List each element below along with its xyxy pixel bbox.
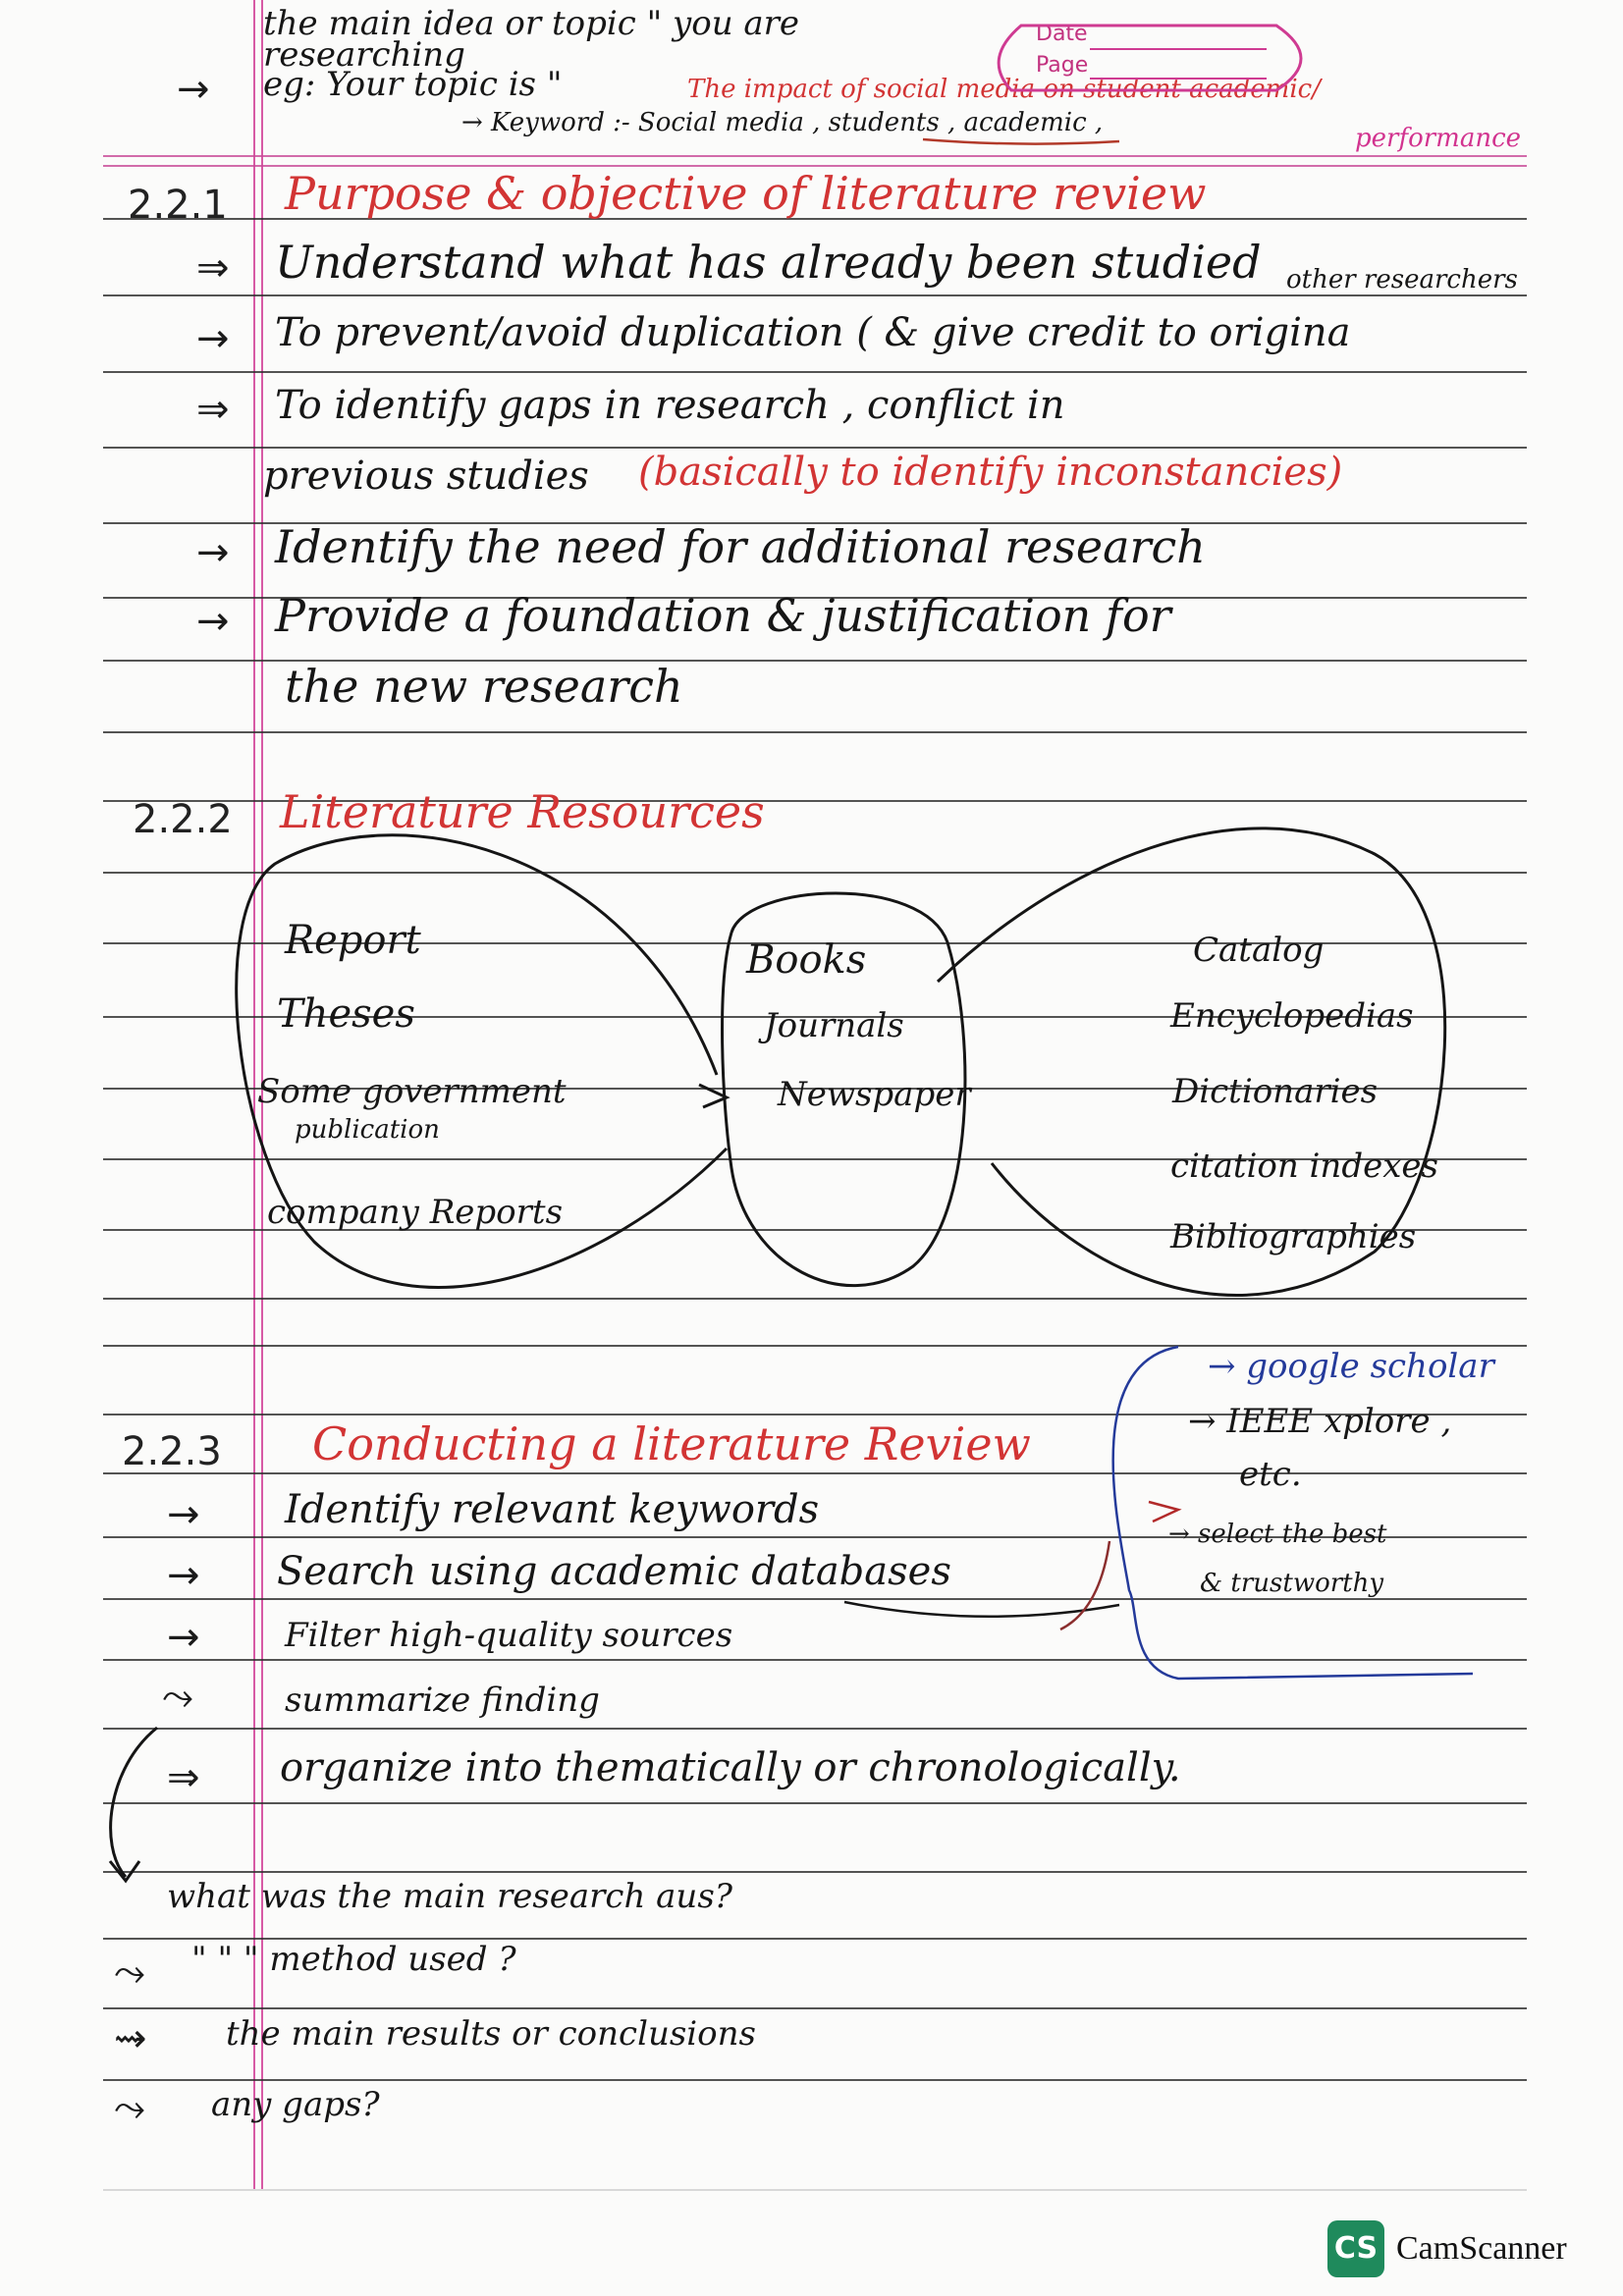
arrow-icon: ⇒ xyxy=(196,245,230,291)
camscanner-label: CamScanner xyxy=(1396,2230,1567,2267)
resource-tertiary: Encyclopedias xyxy=(1170,996,1414,1036)
ruled-line xyxy=(103,1871,1527,1873)
arrow-icon: → xyxy=(196,599,230,644)
arrow-icon: ⤳ xyxy=(162,1674,193,1719)
resource-tertiary: Dictionaries xyxy=(1172,1072,1379,1111)
arrow-icon: → xyxy=(167,1615,200,1660)
resource-tertiary: Catalog xyxy=(1193,931,1325,970)
date-page-stamp xyxy=(1036,22,1088,84)
ruled-line xyxy=(103,371,1527,373)
keyword-line: → Keyword :- Social media , students , academic , xyxy=(461,108,1104,137)
list-item: previous studies xyxy=(263,454,589,499)
arrow-icon: ⤳ xyxy=(114,2085,145,2130)
margin-line xyxy=(253,0,255,2189)
list-item: Identify the need for additional research xyxy=(275,520,1206,573)
list-item-paren: (basically to identify inconstancies) xyxy=(638,450,1343,495)
list-item: Search using academic databases xyxy=(277,1549,951,1594)
camscanner-logo-icon: CS xyxy=(1327,2220,1384,2277)
section-number: 2.2.1 xyxy=(128,183,228,228)
question-line: the main results or conclusions xyxy=(226,2014,756,2054)
arrow-icon: ⇒ xyxy=(167,1755,200,1800)
ruled-line xyxy=(103,872,1527,874)
resource-tertiary: citation indexes xyxy=(1170,1147,1438,1186)
ruled-line xyxy=(103,155,1527,157)
arrow-icon: ⤳ xyxy=(114,1949,145,1995)
resource-tertiary: Bibliographies xyxy=(1170,1217,1417,1256)
ruled-line xyxy=(103,1802,1527,1804)
question-line: any gaps? xyxy=(211,2085,380,2124)
resource-secondary: Books xyxy=(746,937,867,983)
list-item-note: other researchers xyxy=(1286,265,1518,294)
camscanner-watermark xyxy=(1327,2220,1588,2279)
arrow-icon: → xyxy=(177,67,210,112)
topic-line-2: researching xyxy=(263,35,465,75)
arrow-icon: → xyxy=(167,1492,200,1537)
section-heading: Purpose & objective of literature review xyxy=(285,167,1207,220)
resource-primary: Report xyxy=(285,918,421,963)
list-item: the new research xyxy=(285,660,683,713)
list-item: Understand what has already been studied xyxy=(275,236,1262,289)
arrow-icon xyxy=(1149,1502,1178,1522)
list-item: To identify gaps in research , conflict in xyxy=(275,383,1065,428)
list-item: Identify relevant keywords xyxy=(285,1487,820,1532)
list-item: To prevent/avoid duplication ( & give credit to origina xyxy=(275,310,1351,355)
arrow-icon: ⇒ xyxy=(196,387,230,432)
topic-line-1: the main idea or topic " you are xyxy=(263,4,800,43)
question-line: " " " method used ? xyxy=(191,1940,516,1979)
list-item: organize into thematically or chronologically. xyxy=(280,1745,1181,1790)
resource-secondary: Journals xyxy=(764,1006,904,1045)
database-note: → google scholar xyxy=(1208,1347,1494,1386)
arrow-icon: → xyxy=(167,1553,200,1598)
database-bracket xyxy=(1113,1347,1473,1679)
ruled-line xyxy=(103,447,1527,449)
ruled-line xyxy=(103,2007,1527,2009)
database-note: etc. xyxy=(1239,1455,1302,1494)
page-label: Page xyxy=(1036,53,1089,78)
topic-example-red: The impact of social media on student academic/ xyxy=(687,75,1321,104)
resource-primary: publication xyxy=(295,1115,440,1145)
resource-primary: company Reports xyxy=(267,1193,564,1232)
arrow-icon: → xyxy=(196,530,230,575)
ruled-line xyxy=(103,1598,1527,1600)
database-note: → IEEE xplore , xyxy=(1188,1402,1452,1441)
ruled-line xyxy=(103,1728,1527,1730)
ruled-line xyxy=(103,731,1527,733)
section-number: 2.2.2 xyxy=(133,797,233,842)
database-note: & trustworthy xyxy=(1200,1569,1384,1598)
arrow-icon: ⇝ xyxy=(114,2016,147,2061)
page-bottom-edge xyxy=(103,2189,1527,2191)
list-item: Filter high-quality sources xyxy=(285,1616,733,1655)
ruled-line xyxy=(103,1298,1527,1300)
list-item: Provide a foundation & justification for xyxy=(275,589,1171,642)
section-number: 2.2.3 xyxy=(122,1429,222,1474)
topic-example-prefix: eg: Your topic is " xyxy=(263,65,563,104)
ruled-line xyxy=(103,2079,1527,2081)
ruled-line xyxy=(103,1659,1527,1661)
question-line: what was the main research aus? xyxy=(167,1877,733,1916)
section-heading: Literature Resources xyxy=(280,785,765,838)
keyword-line-pink: performance xyxy=(1355,124,1522,153)
database-note: → select the best xyxy=(1168,1520,1387,1549)
section-heading: Conducting a literature Review xyxy=(312,1417,1031,1470)
ruled-line xyxy=(103,1472,1527,1474)
resource-primary: Some government xyxy=(257,1072,567,1111)
list-item: summarize finding xyxy=(285,1681,600,1720)
date-label: Date xyxy=(1036,22,1088,46)
ruled-line xyxy=(103,294,1527,296)
resource-primary: Theses xyxy=(277,991,415,1037)
arrow-icon: → xyxy=(196,316,230,361)
resource-secondary: Newspaper xyxy=(778,1075,971,1114)
